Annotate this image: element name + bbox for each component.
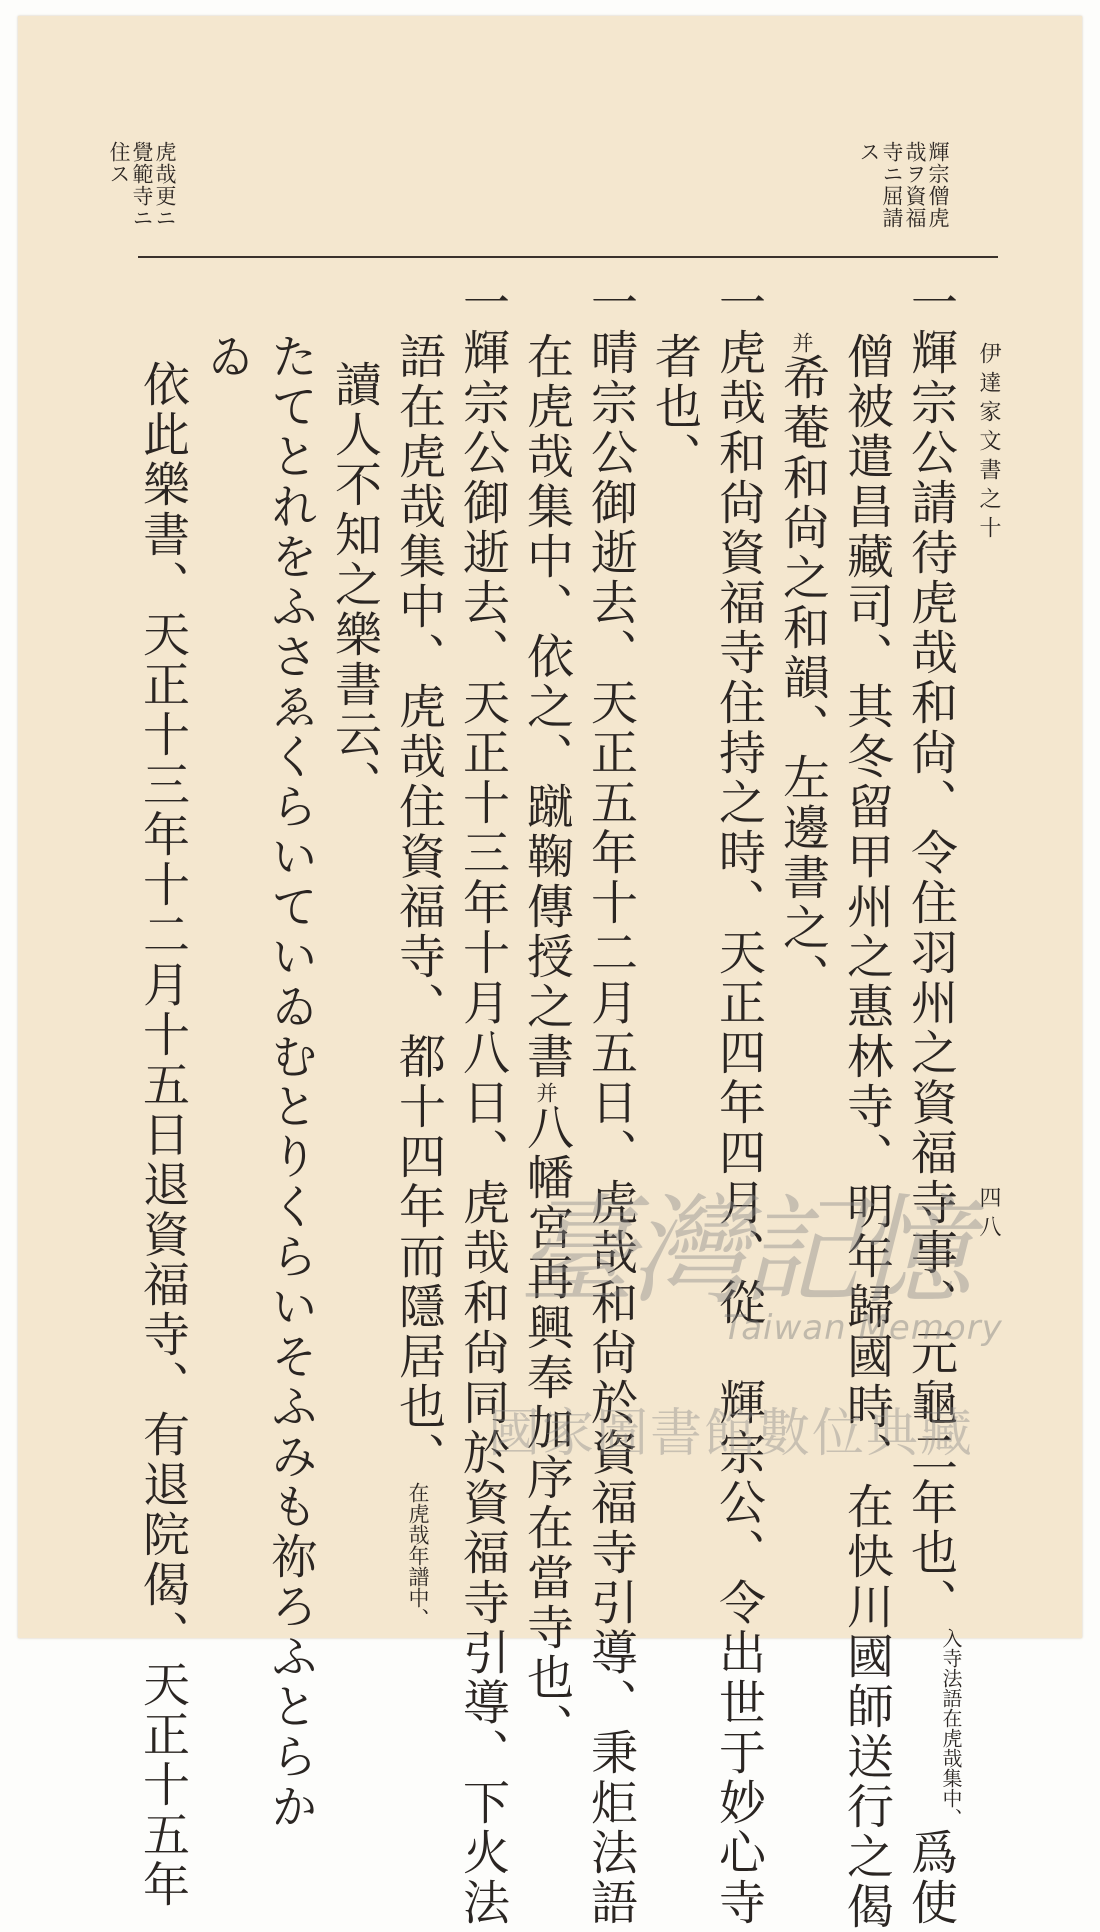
body-text: 希菴和尙之和韻、左邊書之、 (775, 353, 830, 1003)
body-column-4: 一虎哉和尙資福寺住持之時、天正四年四月、從 輝宗公、令出世于妙心寺 (711, 278, 766, 1928)
body-text: 爲使 (903, 1828, 958, 1928)
watermark-english: Taiwan Memory (723, 1308, 1003, 1348)
body-column-5: 者也、 (647, 332, 702, 482)
margin-note-line: 寺ニ屈請 (880, 141, 904, 229)
inline-annotation: 入寺法語在 虎哉集中、 (939, 1628, 963, 1828)
margin-note-line: 輝宗僧虎 (926, 141, 950, 229)
margin-note-line: 住ス (107, 141, 131, 185)
body-column-10: 讀人不知之樂書云、 (327, 360, 382, 810)
inline-annotation: 并 (534, 1082, 558, 1103)
header-rule (138, 256, 998, 258)
inline-annotation: 在虎哉年譜中、 (406, 1482, 430, 1629)
body-column-9 (386, 332, 450, 1629)
watermark-institution: 國家圖書館數位典藏 (488, 1404, 975, 1464)
body-column-7 (514, 332, 578, 1753)
body-column-6: 一晴宗公御逝去、天正五年十二月五日、虎哉和尙於資福寺引導、秉炬法語 (583, 278, 638, 1928)
body-column-8: 一輝宗公御逝去、天正十三年十月八日、虎哉和尙同於資福寺引導、下火法 (455, 278, 510, 1928)
body-text: 語在虎哉集中、虎哉住資福寺、都十四年而隱居也、 (391, 332, 446, 1482)
inline-annotation: 并 (790, 332, 814, 353)
body-text: 一輝宗公請待虎哉和尙、令住羽州之資福寺事、元龜二年也、 (903, 278, 958, 1628)
margin-note-line: 哉ヲ資福 (903, 141, 927, 229)
margin-note-line: 虎哉更ニ (153, 141, 177, 229)
watermark-logo: 臺灣記憶 (518, 1182, 967, 1320)
book-title: 伊達家文書之十 (976, 342, 1001, 545)
margin-note-line: ス (857, 141, 881, 163)
body-text: 在虎哉集中、依之、蹴鞠傳授之書 (519, 332, 574, 1082)
body-column-13: 依此樂書、天正十三年十二月十五日退資福寺、有退院偈、天正十五年 (135, 360, 190, 1910)
body-column-1 (898, 278, 962, 1928)
body-column-3 (770, 332, 834, 1003)
margin-note-line: 覺範寺ニ (130, 141, 154, 229)
body-column-12: ゐ (199, 332, 254, 382)
body-text: 八幡宮再興奉加序在當寺也、 (519, 1103, 574, 1753)
body-column-11: たてとれをふさゑくらいていゐむとりくらいそふみも祢ろふとらか (263, 332, 318, 1832)
page-number: 四八 (976, 1186, 1001, 1244)
body-column-2: 僧被遣昌藏司、其冬留甲州之惠林寺、明年歸國時、在快川國師送行之偈 (839, 332, 894, 1932)
document-page (18, 16, 1082, 1932)
